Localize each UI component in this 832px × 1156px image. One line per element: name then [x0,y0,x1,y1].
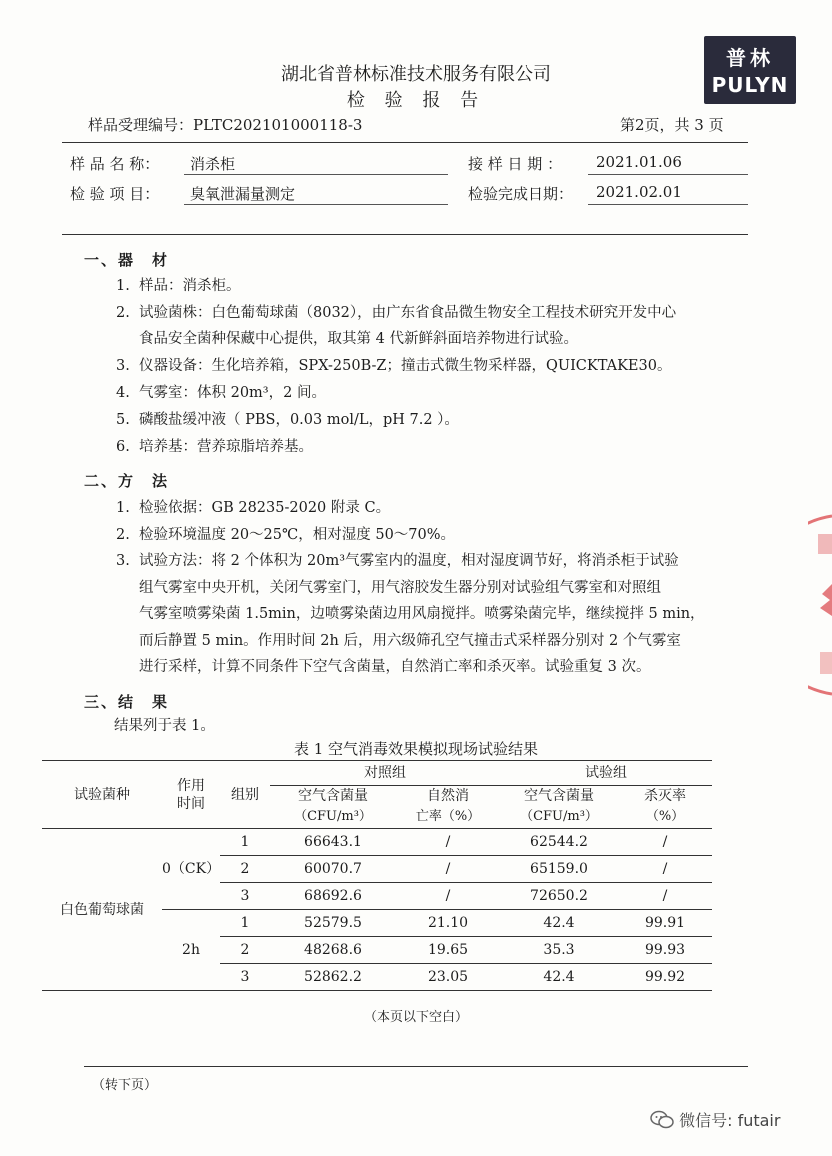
header-control: 对照组 [270,761,500,786]
sample-number: 样品受理编号：PLTC202101000118-3 [88,116,363,134]
control-count-cell: 66643.1 [270,829,396,856]
test-count-cell: 65159.0 [500,856,618,883]
group-cell: 1 [220,829,270,856]
header-test-count: 空气含菌量 [524,788,594,804]
item-number: 4. [116,385,130,401]
header-time [162,761,220,829]
red-seal-stamp [808,512,832,698]
item-number: 3. [116,358,130,374]
control-count-cell: 52579.5 [270,910,396,937]
methods-list [116,495,776,685]
header-control-count-unit: （CFU/m³） [270,806,396,829]
item-text: 试验菌株：白色葡萄球菌（8032），由广东省食品微生物安全工程技术研究开发中心 [139,305,677,321]
group-cell: 3 [220,964,270,991]
natural-rate-cell: / [396,829,500,856]
complete-date-label: 检验完成日期： [468,185,574,203]
section-results-heading: 三、结 果 [84,693,170,711]
item-number: 2. [116,305,130,321]
company-name: 湖北省普林标准技术服务有限公司 [281,64,551,85]
group-cell: 2 [220,937,270,964]
wechat-id-text: 微信号: futair [679,1111,781,1130]
method-3-line: 试验方法：将 2 个体积为 20m³气雾室内的温度，相对湿度调节好，将消杀柜于试验 [139,553,679,569]
natural-rate-cell: 23.05 [396,964,500,991]
item-text-continuation: 食品安全菌种保藏中心提供，取其第 4 代新鲜斜面培养物进行试验。 [139,331,578,347]
item-number: 3. [116,553,130,569]
logo-cn-text: 普林 [726,46,774,70]
method-3-line: 而后静置 5 min。作用时间 2h 后，用六级筛孔空气撞击式采样器分别对 2 个气雾室 [139,633,681,649]
wechat-watermark [650,1108,780,1134]
test-count-cell: 72650.2 [500,883,618,910]
header-time-line2: 时间 [177,795,205,812]
kill-rate-cell: 99.93 [618,937,712,964]
sample-name-label: 样 品 名 称： [70,155,160,173]
method-3-line: 进行采样，计算不同条件下空气含菌量，自然消亡率和杀灭率。试验重复 3 次。 [139,659,651,675]
test-item-value: 臭氧泄漏量测定 [190,185,296,203]
natural-rate-cell: / [396,856,500,883]
group-cell: 3 [220,883,270,910]
complete-date-value: 2021.02.01 [596,183,682,201]
group-cell: 1 [220,910,270,937]
time-ck-cell: 0（CK） [162,829,220,910]
time-2h-cell: 2h [162,910,220,991]
receive-date-label: 接 样 日 期 ： [468,155,563,173]
item-text: 培养基：营养琼脂培养基。 [139,439,313,455]
continued-note: （转下页） [92,1078,158,1093]
fields-divider [62,234,748,235]
table-header-row [42,761,712,786]
kill-rate-cell: / [618,829,712,856]
strain-cell: 白色葡萄球菌 [42,829,162,991]
kill-rate-cell: / [618,856,712,883]
group-cell: 2 [220,856,270,883]
natural-rate-cell: 19.65 [396,937,500,964]
table-row [42,829,712,856]
header-control-count: 空气含菌量 [298,788,368,804]
item-text: 检验依据：GB 28235-2020 附录 C。 [139,500,391,516]
header-natural-rate: 自然消 [427,788,469,804]
item-text: 气雾室：体积 20m³，2 间。 [139,385,326,401]
control-count-cell: 68692.6 [270,883,396,910]
control-count-cell: 52862.2 [270,964,396,991]
header-kill-rate-unit: （%） [618,806,712,829]
item-number: 5. [116,412,130,428]
header-strain: 试验菌种 [42,761,162,829]
section-methods-heading: 二、方 法 [84,472,170,490]
complete-date-underline [588,204,748,205]
wechat-icon [650,1110,674,1134]
header-kill-rate: 杀灭率 [644,788,686,804]
header-natural-rate-unit: 亡率（%） [396,806,500,829]
kill-rate-cell: 99.92 [618,964,712,991]
item-text: 磷酸盐缓冲液（ PBS，0.03 mol/L，pH 7.2 ）。 [139,412,459,428]
test-count-cell: 42.4 [500,910,618,937]
item-text: 仪器设备：生化培养箱，SPX-250B-Z；撞击式微生物采样器，QUICKTAKE30。 [139,358,672,374]
header-time-line1: 作用 [177,777,205,794]
item-number: 2. [116,527,130,543]
header-divider [62,142,748,143]
test-count-cell: 35.3 [500,937,618,964]
item-number: 6. [116,439,130,455]
sample-name-value: 消杀柜 [190,155,236,173]
results-table [42,760,712,991]
method-3-line: 气雾室喷雾染菌 1.5min，边喷雾染菌边用风扇搅拌。喷雾染菌完毕，继续搅拌 5 min， [139,606,705,622]
kill-rate-cell: 99.91 [618,910,712,937]
item-text: 检验环境温度 20～25℃，相对湿度 50～70%。 [139,527,456,543]
natural-rate-cell: 21.10 [396,910,500,937]
item-number: 1. [116,500,130,516]
results-intro: 结果列于表 1。 [114,718,215,734]
control-count-cell: 60070.7 [270,856,396,883]
sample-name-underline [184,174,448,175]
section-materials-heading: 一、器 材 [84,251,170,269]
test-count-cell: 42.4 [500,964,618,991]
test-item-label: 检 验 项 目： [70,185,160,203]
item-text: 样品：消杀柜。 [139,278,241,294]
blank-below-note: （本页以下空白） [363,1010,468,1025]
header-test: 试验组 [500,761,712,786]
header-group: 组别 [220,761,270,829]
item-number: 1. [116,278,130,294]
table-title: 表 1 空气消毒效果模拟现场试验结果 [293,740,539,758]
materials-list [116,273,776,455]
header-test-count-unit: （CFU/m³） [500,806,618,829]
report-title: 检 验 报 告 [346,90,486,111]
footer-divider [84,1066,748,1067]
method-3-line: 组气雾室中央开机，关闭气雾室门，用气溶胶发生器分别对试验组气雾室和对照组 [139,580,661,596]
logo-en-text: PULYN [711,73,789,97]
receive-date-underline [588,174,748,175]
test-count-cell: 62544.2 [500,829,618,856]
page-number: 第2页，共 3 页 [620,116,724,134]
control-count-cell: 48268.6 [270,937,396,964]
natural-rate-cell: / [396,883,500,910]
test-item-underline [184,204,448,205]
kill-rate-cell: / [618,883,712,910]
receive-date-value: 2021.01.06 [596,153,682,171]
